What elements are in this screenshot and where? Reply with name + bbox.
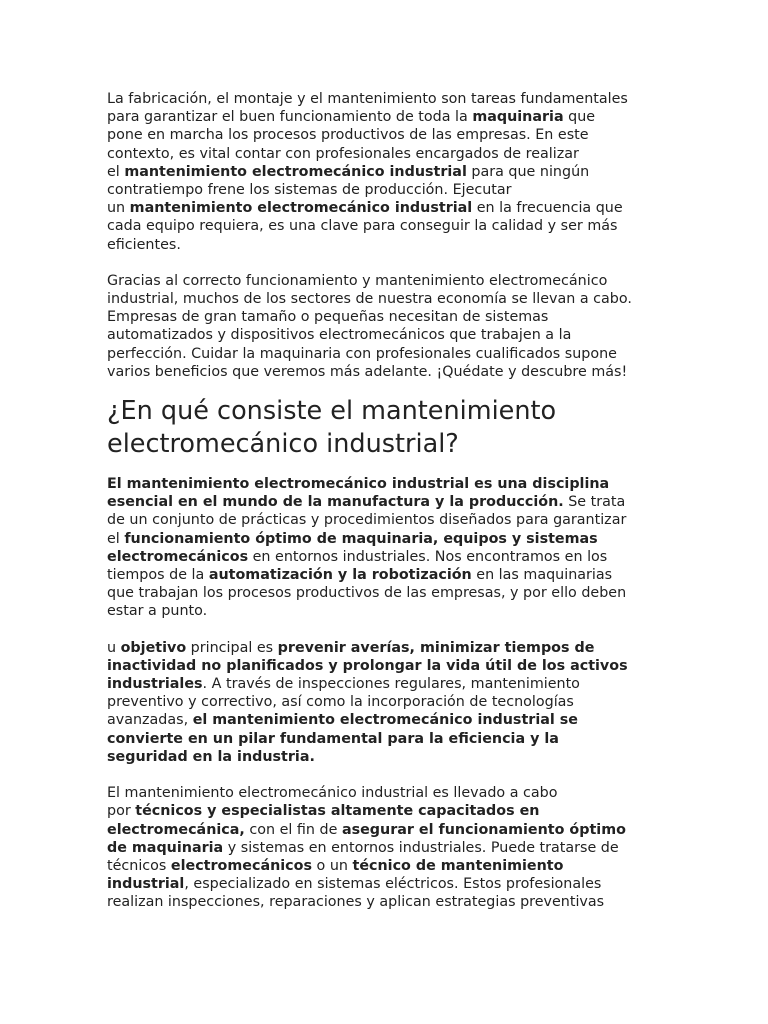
text-run: de un conjunto de prácticas y procedimientos diseñados para garantizar: [107, 512, 627, 529]
text-line: [107, 163, 667, 181]
text-run: . A través de inspecciones regulares, mantenimiento: [202, 676, 580, 693]
text-line: [107, 802, 667, 820]
text-line: [107, 308, 667, 326]
bold-text-run: mantenimiento electromecánico industrial: [129, 200, 473, 217]
text-run: eficientes.: [107, 236, 181, 253]
text-line: [107, 584, 667, 602]
paragraph-intro: [107, 90, 667, 254]
text-run: tiempos de la: [107, 566, 209, 583]
text-run: con el fin de: [244, 821, 342, 838]
text-line: [107, 548, 667, 566]
bold-text-run: técnicos y especialistas altamente capacitados en: [135, 803, 540, 820]
bold-text-run: electromecánicos: [107, 548, 249, 565]
text-run: contratiempo frene los sistemas de producción. Ejecutar: [107, 181, 512, 198]
text-line: [107, 493, 667, 511]
text-line: [107, 511, 667, 529]
heading-spacer-bottom: [107, 461, 667, 475]
bold-text-run: El mantenimiento electromecánico industrial es una disciplina: [107, 476, 610, 492]
text-run: y sistemas en entornos industriales. Puede tratarse de: [223, 839, 619, 856]
text-line: [107, 199, 667, 217]
bold-text-run: funcionamiento óptimo de maquinaria, equipos y sistemas: [124, 530, 598, 547]
text-run: el: [107, 163, 125, 180]
text-line: [107, 639, 667, 657]
paragraph-spacer: [107, 254, 667, 272]
bold-text-run: inactividad no planificados y prolongar la vida útil de los activos: [107, 657, 628, 674]
bold-text-run: electromecánicos: [170, 857, 312, 874]
text-run: que trabajan los procesos productivos de las empresas, y por ello deben: [107, 585, 627, 602]
text-run: realizan inspecciones, reparaciones y aplican estrategias preventivas: [107, 894, 605, 911]
heading-spacer-top: [107, 381, 667, 395]
text-run: u: [107, 639, 121, 656]
paragraph-spacer: [107, 621, 667, 639]
text-run: avanzadas,: [107, 712, 193, 729]
bold-text-run: técnico de mantenimiento: [352, 857, 564, 874]
text-run: en entornos industriales. Nos encontramos en los: [248, 548, 608, 565]
paragraph-spacer: [107, 766, 667, 784]
text-run: en las maquinarias: [471, 566, 613, 583]
text-line: [107, 839, 667, 857]
text-line: [107, 821, 667, 839]
bold-text-run: el mantenimiento electromecánico industrial se: [192, 712, 578, 729]
bold-text-run: mantenimiento electromecánico industrial: [124, 163, 467, 180]
text-line: [107, 675, 667, 693]
bold-text-run: esencial en el mundo de la manufactura y la producción.: [107, 494, 564, 511]
text-run: varios beneficios que veremos más adelante. ¡Quédate y descubre más!: [107, 363, 628, 380]
text-line: [107, 566, 667, 584]
text-run: perfección. Cuidar la maquinaria con profesionales cualificados supone: [107, 345, 617, 362]
text-line: [107, 893, 667, 911]
text-line: [107, 90, 667, 108]
text-line: [107, 475, 667, 493]
paragraph-benefits: [107, 272, 667, 381]
bold-text-run: industrial: [107, 876, 185, 893]
bold-text-run: industriales: [107, 676, 203, 693]
bold-text-run: de maquinaria: [107, 839, 224, 856]
text-run: Se trata: [563, 494, 626, 511]
text-run: estar a punto.: [107, 603, 208, 620]
text-line: [107, 748, 667, 766]
text-line: [107, 326, 667, 344]
text-line: [107, 602, 667, 620]
text-run: preventivo y correctivo, así como la incorporación de tecnologías: [107, 694, 574, 711]
text-line: [107, 145, 667, 163]
text-run: que: [563, 109, 596, 126]
bold-text-run: asegurar el funcionamiento óptimo: [341, 821, 626, 838]
paragraph-definition: [107, 475, 667, 621]
text-run: industrial, muchos de los sectores de nuestra economía se llevan a cabo.: [107, 291, 632, 308]
text-run: principal es: [186, 639, 278, 656]
text-line: [107, 363, 667, 381]
text-line: [107, 875, 667, 893]
text-run: El mantenimiento electromecánico industrial es llevado a cabo: [107, 785, 558, 802]
section-heading: [107, 395, 667, 461]
text-run: en la frecuencia que: [472, 200, 623, 217]
bold-text-run: objetivo: [120, 639, 187, 656]
text-line: [107, 345, 667, 363]
text-run: técnicos: [107, 857, 171, 874]
text-run: o un: [311, 857, 353, 874]
text-line: [107, 784, 667, 802]
text-run: el: [107, 530, 125, 547]
text-line: [107, 711, 667, 729]
text-run: Gracias al correcto funcionamiento y mantenimiento electromecánico: [107, 272, 608, 289]
text-line: [107, 181, 667, 199]
text-run: , especializado en sistemas eléctricos. Estos profesionales: [184, 876, 602, 893]
text-line: [107, 217, 667, 235]
text-run: automatizados y dispositivos electromecánicos que trabajen a la: [107, 327, 572, 344]
text-run: Empresas de gran tamaño o pequeñas necesitan de sistemas: [107, 309, 549, 326]
document-page: [107, 90, 667, 912]
bold-text-run: convierte en un pilar fundamental para la eficiencia y la: [107, 730, 559, 747]
text-line: [107, 290, 667, 308]
text-run: cada equipo requiera, es una clave para conseguir la calidad y ser más: [107, 218, 618, 235]
text-run: contexto, es vital contar con profesionales encargados de realizar: [107, 145, 579, 162]
text-line: [107, 693, 667, 711]
text-line: [107, 857, 667, 875]
bold-text-run: seguridad en la industria.: [107, 748, 315, 765]
text-run: por: [107, 803, 136, 820]
bold-text-run: maquinaria: [472, 109, 564, 126]
text-run: pone en marcha los procesos productivos de las empresas. En este: [107, 127, 589, 144]
text-line: [107, 530, 667, 548]
bold-text-run: electromecánica,: [107, 821, 245, 838]
text-run: para que ningún: [466, 163, 590, 180]
text-run: para garantizar el buen funcionamiento de toda la: [107, 109, 473, 126]
text-line: [107, 108, 667, 126]
text-line: [107, 126, 667, 144]
text-line: [107, 236, 667, 254]
bold-text-run: automatización y la robotización: [208, 566, 472, 583]
paragraph-technicians: [107, 784, 667, 911]
text-line: [107, 272, 667, 290]
text-run: un: [107, 200, 130, 217]
text-line: [107, 657, 667, 675]
paragraph-objective: [107, 639, 667, 766]
bold-text-run: prevenir averías, minimizar tiempos de: [277, 639, 595, 656]
text-run: La fabricación, el montaje y el mantenimiento son tareas fundamentales: [107, 91, 628, 107]
section-heading-line-2: electromecánico industrial?: [107, 429, 459, 459]
text-line: [107, 730, 667, 748]
section-heading-line-1: ¿En qué consiste el mantenimiento: [107, 396, 557, 426]
